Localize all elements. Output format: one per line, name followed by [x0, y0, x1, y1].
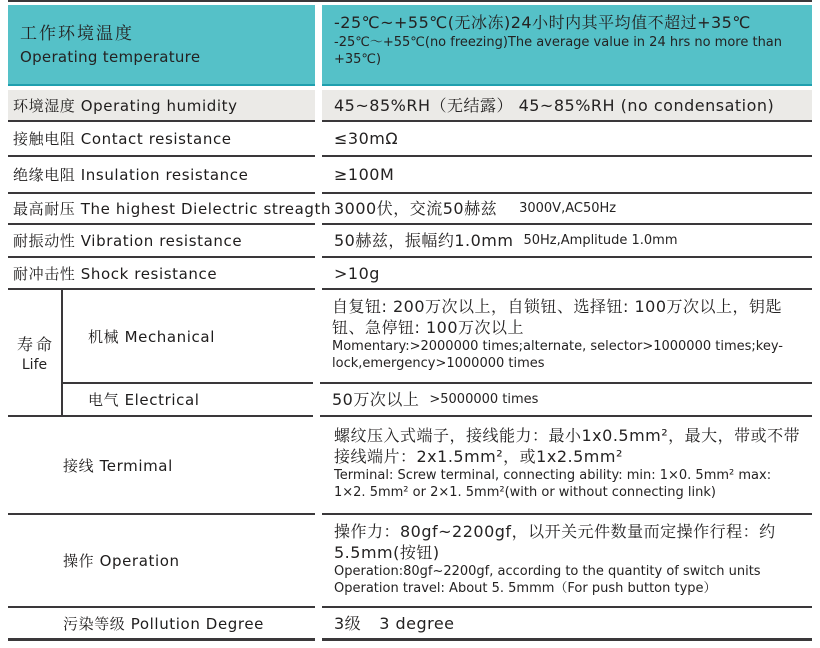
label-shock-resistance: [8, 258, 315, 290]
value-en: Operation:80gf~2200gf, according to the quantity of switch units Operation travel: About 5. 5mmm（For push button type）: [334, 564, 761, 596]
row-vibration-resistance: [8, 225, 812, 258]
row-mechanical-life: [63, 290, 812, 384]
column-gutter: [313, 290, 320, 384]
row-operating-temperature: [8, 5, 812, 86]
label-electrical: [63, 384, 313, 417]
column-gutter: [315, 258, 322, 290]
value-en: Terminal: Screw terminal, connecting ability: min: 1×0. 5mm² max: 1×2. 5mm² or 2×1. 5mm²(with or without connecting link): [334, 468, 772, 500]
label-text: 机械 Mechanical: [88, 327, 215, 346]
row-operation: [8, 515, 812, 608]
value-insulation-resistance: [322, 157, 812, 194]
value-operation: [322, 515, 812, 608]
value-electrical-life: [320, 384, 812, 417]
column-gutter: [315, 515, 322, 608]
life-rowspan-cell: [8, 290, 63, 417]
column-gutter: [315, 225, 322, 258]
label-text: 耐冲击性 Shock resistance: [13, 264, 218, 283]
label-vibration-resistance: [8, 225, 315, 258]
label-text: 接线 Termimal: [63, 456, 173, 475]
label-en: Operating temperature: [20, 48, 201, 66]
label-pollution-degree: [8, 608, 315, 641]
row-pollution-degree: [8, 608, 812, 641]
value-operating-temperature: [322, 5, 812, 86]
value-zh: 3级: [334, 613, 362, 633]
value-terminal: [322, 417, 812, 515]
value-en: 3 degree: [379, 613, 455, 633]
value-vibration-resistance: [322, 225, 812, 258]
label-text: 最高耐压 The highest Dielectric streagth: [13, 200, 332, 218]
column-gutter: [315, 608, 322, 641]
value-shock-resistance: [322, 258, 812, 290]
value-pollution-degree: [322, 608, 812, 641]
label-mechanical: [63, 290, 313, 384]
value-zh: 自复钮: 200万次以上，自锁钮、选择钮: 100万次以上，钥匙钮、急停钮: 100万次以上: [332, 297, 783, 337]
value-en: -25℃～+55℃(no freezing)The average value in 24 hrs no more than +35℃): [334, 35, 783, 67]
row-electrical-life: [63, 384, 812, 417]
column-gutter: [315, 194, 322, 225]
label-text: 接触电阻 Contact resistance: [13, 130, 232, 148]
column-gutter: [315, 5, 322, 86]
row-dielectric-strength: [8, 194, 812, 225]
row-terminal: [8, 417, 812, 515]
label-zh: 工作环境温度: [20, 24, 134, 44]
life-body: [63, 290, 812, 417]
value-en: Momentary:>2000000 times;alternate, selector>1000000 times;key-lock,emergency>1000000 times: [332, 339, 783, 371]
column-gutter: [315, 122, 322, 157]
value-text: >10g: [334, 263, 380, 283]
column-gutter: [315, 417, 322, 515]
value-zh: 螺纹压入式端子，接线能力：最小1x0.5mm²，最大，带或不带接线端片：2x1.5mm²，或1x2.5mm²: [334, 426, 801, 466]
row-operating-humidity: [8, 90, 812, 122]
top-rule: [8, 0, 812, 2]
value-dielectric-strength: [322, 194, 812, 225]
column-gutter: [313, 384, 320, 417]
label-contact-resistance: [8, 122, 315, 157]
spec-table: [8, 0, 812, 641]
value-en: 3000V,AC50Hz: [519, 201, 617, 216]
value-zh: 3000伏，交流50赫兹: [334, 199, 498, 218]
value-zh: 操作力：80gf~2200gf，以开关元件数量而定操作行程：约5.5mm(按钮): [334, 522, 776, 562]
label-text: 绝缘电阻 Insulation resistance: [13, 166, 249, 184]
label-terminal: [8, 417, 315, 515]
value-mechanical-life: [320, 290, 812, 384]
value-en: 50Hz,Amplitude 1.0mm: [523, 233, 678, 248]
label-insulation-resistance: [8, 157, 315, 194]
value-text: ≥100M: [334, 165, 395, 184]
value-text: 45~85%RH（无结露） 45~85%RH (no condensation): [334, 95, 775, 115]
row-insulation-resistance: [8, 157, 812, 194]
label-text: 耐振动性 Vibration resistance: [13, 232, 243, 250]
value-en: >5000000 times: [429, 392, 539, 407]
row-shock-resistance: [8, 258, 812, 290]
label-text: 污染等级 Pollution Degree: [63, 614, 264, 633]
label-text: 环境湿度 Operating humidity: [13, 96, 238, 115]
value-zh: -25℃~+55℃(无冰冻)24小时内其平均值不超过+35℃: [334, 13, 751, 32]
column-gutter: [315, 90, 322, 122]
label-text: 电气 Electrical: [88, 391, 200, 409]
value-zh: 50赫兹，振幅约1.0mm: [334, 231, 514, 250]
row-contact-resistance: [8, 122, 812, 157]
label-text: 操作 Operation: [63, 552, 180, 570]
label-operation: [8, 515, 315, 608]
label-operating-temperature: [8, 5, 315, 86]
column-gutter: [315, 157, 322, 194]
value-text: ≤30mΩ: [334, 129, 399, 148]
label-operating-humidity: [8, 90, 315, 122]
life-label-en: Life: [21, 357, 48, 373]
life-section: [8, 290, 812, 417]
value-zh: 50万次以上: [332, 390, 420, 409]
label-dielectric-strength: [8, 194, 332, 225]
value-contact-resistance: [322, 122, 812, 157]
life-label-zh: 寿命: [16, 335, 55, 354]
value-operating-humidity: [322, 90, 812, 122]
